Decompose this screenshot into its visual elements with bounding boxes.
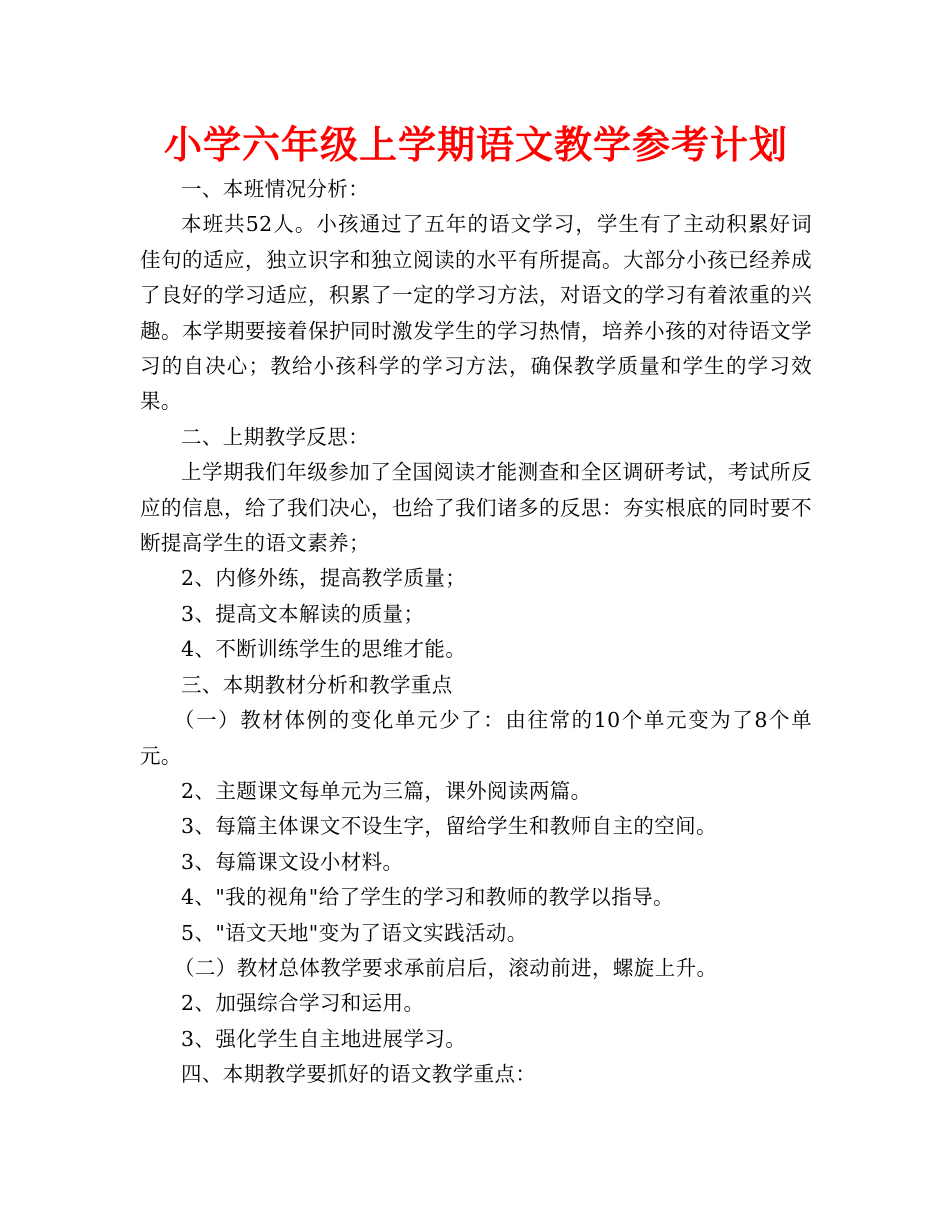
paragraph-reflection: 上学期我们年级参加了全国阅读才能测查和全区调研考试，考试所反应的信息，给了我们决心，也给了我们诸多的反思：夯实根底的同时要不断提高学生的语文素养；: [140, 460, 812, 556]
section-heading-3: 三、本期教材分析和教学重点: [181, 672, 453, 697]
list-item: 5、"语文天地"变为了语文实践活动。: [181, 920, 528, 945]
list-item: 3、强化学生自主地进展学习。: [181, 1026, 467, 1051]
list-item: 2、主题课文每单元为三篇，课外阅读两篇。: [181, 778, 592, 803]
subsection-heading-2: （二）教材总体教学要求承前启后，滚动前进，螺旋上升。: [174, 955, 718, 980]
subsection-heading-1: （一）教材体例的变化单元少了：由往常的10个单元变为了8个单元。: [140, 708, 812, 768]
list-item: 4、不断训练学生的思维才能。: [181, 637, 467, 662]
list-item: 4、"我的视角"给了学生的学习和教师的教学以指导。: [181, 885, 674, 910]
section-heading-2: 二、上期教学反思：: [181, 424, 370, 449]
list-item: 2、内修外练，提高教学质量；: [181, 566, 467, 591]
document-page: [140, 118, 812, 1093]
list-item: 2、加强综合学习和运用。: [181, 991, 425, 1016]
section-heading-4: 四、本期教学要抓好的语文教学重点：: [181, 1062, 537, 1087]
document-title: 小学六年级上学期语文教学参考计划: [163, 123, 788, 167]
list-item: 3、每篇主体课文不设生字，留给学生和教师自主的空间。: [181, 814, 717, 839]
list-item: 3、提高文本解读的质量；: [181, 601, 425, 626]
list-item: 3、每篇课文设小材料。: [181, 849, 404, 874]
section-heading-1: 一、本班情况分析：: [181, 177, 370, 201]
paragraph-class-analysis: 本班共52人。小孩通过了五年的语文学习，学生有了主动积累好词佳句的适应，独立识字和独立阅读的水平有所提高。大部分小孩已经养成了良好的学习适应，积累了一定的学习方法，对语文的学习有着浓重的兴趣。本学期要接着保护同时激发学生的学习热情，培养小孩的对待语文学习的自决心；教给小孩科学的学习方法，确保教学质量和学生的学习效果。: [140, 212, 812, 414]
